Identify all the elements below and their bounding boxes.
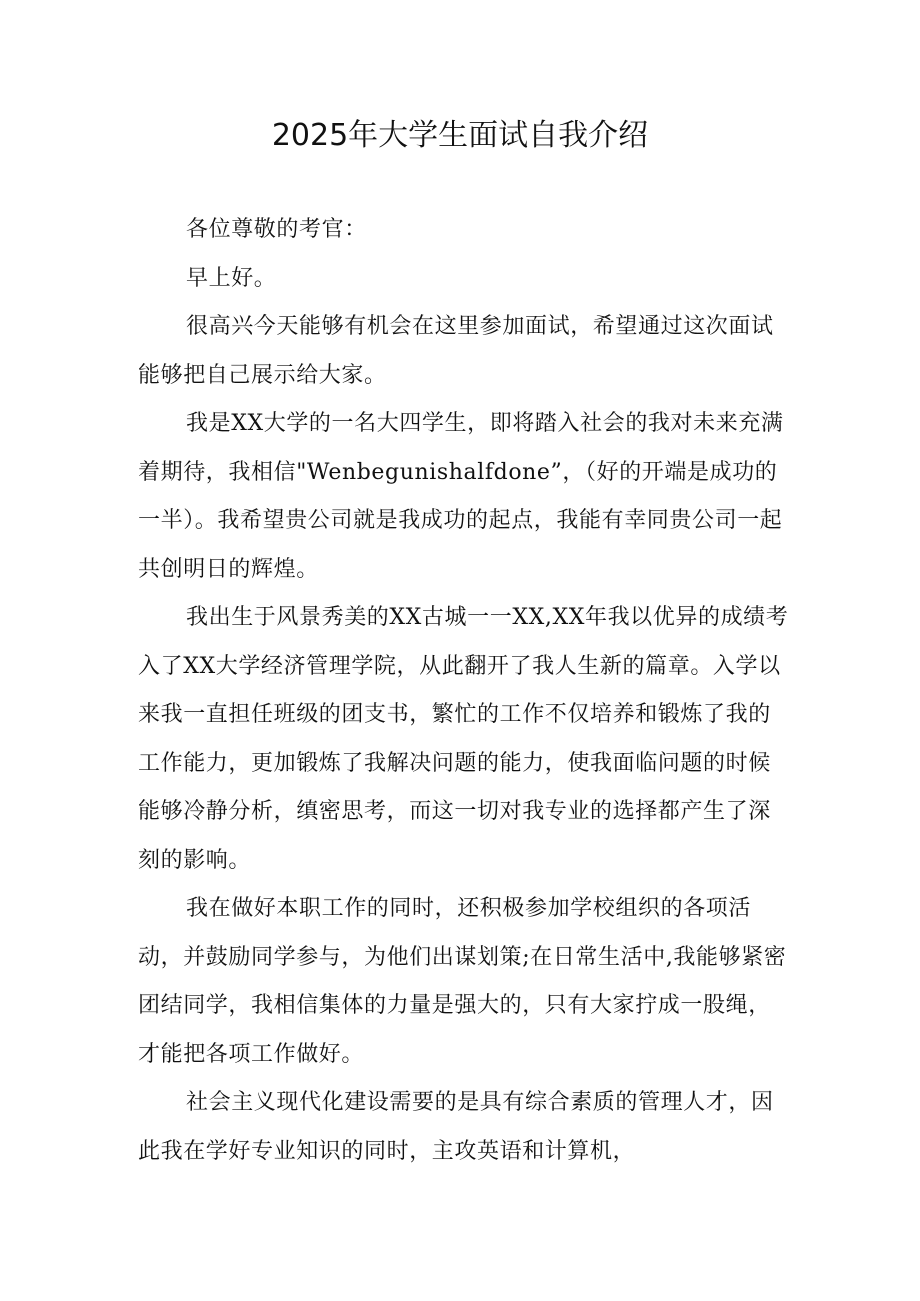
document-title: 2025年大学生面试自我介绍 bbox=[271, 118, 649, 153]
paragraph-salutation: 各位尊敬的考官： bbox=[186, 217, 367, 242]
paragraph-activities: 我在做好本职工作的同时，还积极参加学校组织的各项活动，并鼓励同学参与，为他们出谋划策;在日常生活中,我能够紧密团结同学，我相信集体的力量是强大的，只有大家拧成一股绳，才能把各项工作做好。 bbox=[138, 896, 787, 1067]
paragraph-skills: 社会主义现代化建设需要的是具有综合素质的管理人才，因此我在学好专业知识的同时，主攻英语和计算机， bbox=[138, 1090, 774, 1164]
paragraph-identity: 我是XX大学的一名大四学生，即将踏入社会的我对未来充满着期待，我相信"Wenbegunishalfdone”，（好的开端是成功的一半）。我希望贵公司就是我成功的起点，我能有幸同贵公司一起共创明日的辉煌。 bbox=[138, 411, 784, 582]
paragraph-greeting: 早上好。 bbox=[186, 265, 277, 291]
paragraph-background: 我出生于风景秀美的XX古城一一XX,XX年我以优异的成绩考入了XX大学经济管理学院，从此翻开了我人生新的篇章。入学以来我一直担任班级的团支书，繁忙的工作不仅培养和锻炼了我的工作能力，更加锻炼了我解决问题的能力，使我面临问题的时候能够冷静分析，缜密思考，而这一切对我专业的选择都产生了深刻的影响。 bbox=[138, 605, 789, 873]
paragraph-opening: 很高兴今天能够有机会在这里参加面试，希望通过这次面试能够把自己展示给大家。 bbox=[138, 314, 774, 388]
document-body bbox=[138, 206, 793, 1176]
